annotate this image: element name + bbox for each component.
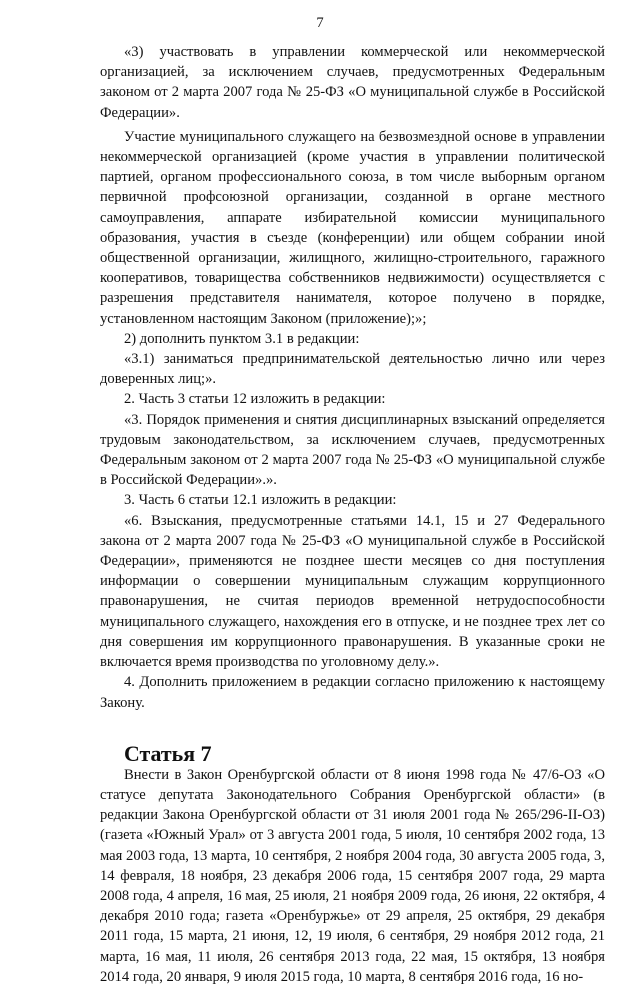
paragraph-sanctions-terms: «6. Взыскания, предусмотренные статьями 14.1, 15 и 27 Федерального закона от 2 марта 2007 года № 25-ФЗ «О муниципальной службе в Российской Федерации», применяются не позднее шести месяцев со дня поступления информации о совершении муниципальным служащим коррупционного правонарушения, не считая периодов временной нетрудоспособности муниципального служащего, нахождения его в отпуске, и не позднее трех лет со дня совершения им коррупционного правонарушения. В указанные сроки не включается время производства по уголовному делу.».	[100, 512, 605, 671]
article-heading: Статья 7	[124, 740, 212, 766]
article-7-text: Внести в Закон Оренбургской области от 8 июня 1998 года № 47/6-ОЗ «О статусе депутата Законодательного Собрания Оренбургской области» (в редакции Закона Оренбургской области от 31 июля 2001 года № 265/296-II-ОЗ) (газета «Южный Урал» от 3 августа 2001 года, 5 июля, 10 сентября 2002 года, 13 мая 2003 года, 13 марта, 10 сентября, 2 ноября 2004 года, 30 августа 2005 года, 3, 14 февраля, 18 ноября, 23 декабря 2006 года, 15 сентября 2007 года, 29 марта 2008 года, 4 апреля, 16 мая, 25 июля, 21 ноября 2009 года, 26 июня, 22 октября, 4 декабря 2010 года; газета «Оренбуржье» от 29 апреля, 25 октября, 29 декабря 2011 года, 15 марта, 21 июня, 12, 19 июля, 6 сентября, 29 ноября 2012 года, 21 марта, 16 мая, 11 июля, 26 сентября 2013 года, 22 мая, 15 октября, 13 ноября 2014 года, 20 января, 9 июля 2015 года, 10 марта, 8 сентября 2016 года, 16 но-	[100, 766, 605, 985]
paragraph-article-12-part-3: 2. Часть 3 статьи 12 изложить в редакции:	[124, 391, 386, 408]
paragraph-add-point-3-1: 2) дополнить пунктом 3.1 в редакции:	[124, 330, 360, 347]
paragraph-participation-clause: «3) участвовать в управлении коммерческой или некоммерческой организацией, за исключением случаев, предусмотренных Федеральным законом от 2 марта 2007 года № 25-ФЗ «О муниципальной службе в Российской Федерации».	[100, 44, 605, 121]
paragraph-point-3-1-text: «3.1) заниматься предпринимательской деятельностью лично или через доверенных лиц;».	[100, 351, 605, 388]
paragraph-add-appendix: 4. Дополнить приложением в редакции согласно приложению к настоящему Закону.	[100, 674, 605, 711]
paragraph-article-12-1-part-6: 3. Часть 6 статьи 12.1 изложить в редакции:	[124, 492, 397, 509]
page-number: 7	[316, 15, 324, 31]
document-body	[100, 42, 605, 987]
paragraph-disciplinary-sanctions: «3. Порядок применения и снятия дисциплинарных взысканий определяется трудовым законодательством, за исключением случаев, предусмотренных Федеральным законом от 2 марта 2007 года № 25-ФЗ «О муниципальной службе в Российской Федерации».».	[100, 411, 605, 489]
section-spacer	[100, 713, 605, 743]
paragraph-participation-permission: Участие муниципального служащего на безвозмездной основе в управлении некоммерческой организацией (кроме участия в управлении политической партией, органом профессионального союза, в том числе выборным органом первичной профсоюзной организации, созданной в органе местного самоуправления, аппарате избирательной комиссии муниципального образования, участия в съезде (конференции) или общем собрании иной общественной организации, жилищного, жилищно-строительного, гаражного кооперативов, товарищества собственников недвижимости) осуществляется с разрешения представителя нанимателя, которое получено в порядке, установленном настоящим Законом (приложение);»;	[100, 128, 605, 327]
